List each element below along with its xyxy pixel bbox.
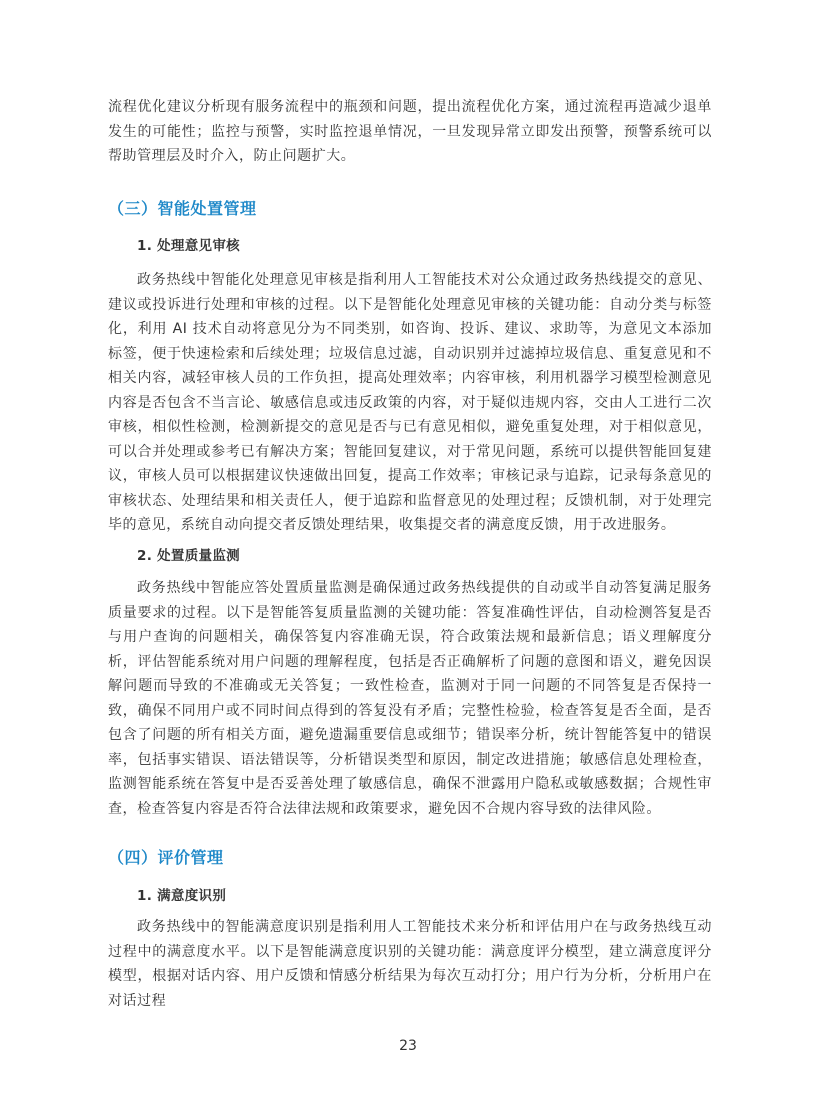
section-4-1-body: 政务热线中的智能满意度识别是指利用人工智能技术来分析和评估用户在与政务热线互动过程中的满意度水平。以下是智能满意度识别的关键功能：满意度评分模型，建立满意度评分模型，根据对话内容、用户反馈和情感分析结果为每次互动打分；用户行为分析，分析用户在对话过程 [108, 919, 712, 1009]
section-4-heading: （四）评价管理 [108, 848, 224, 867]
section-3-2-body: 政务热线中智能应答处置质量监测是确保通过政务热线提供的自动或半自动答复满足服务质量要求的过程。以下是智能答复质量监测的关键功能：答复准确性评估，自动检测答复是否与用户查询的问题相关，确保答复内容准确无误，符合政策法规和最新信息；语义理解度分析，评估智能系统对用户问题的理解程度，包括是否正确解析了问题的意图和语义，避免因误解问题而导致的不准确或无关答复；一致性检查，监测对于同一问题的不同答复是否保持一致，确保不同用户或不同时间点得到的答复没有矛盾；完整性检验，检查答复是否全面，是否包含了问题的所有相关方面，避免遗漏重要信息或细节；错误率分析，统计智能答复中的错误率，包括事实错误、语法错误等，分析错误类型和原因，制定改进措施；敏感信息处理检查，监测智能系统在答复中是否妥善处理了敏感信息，确保不泄露用户隐私或敏感数据；合规性审查，检查答复内容是否符合法律法规和政策要求，避免因不合规内容导致的法律风险。 [108, 580, 712, 817]
page-number: 23 [399, 1038, 417, 1054]
section-4-1-heading: 1. 满意度识别 [137, 888, 227, 904]
section-3-heading: （三）智能处置管理 [108, 199, 257, 218]
section-3-1-body: 政务热线中智能化处理意见审核是指利用人工智能技术对公众通过政务热线提交的意见、建议或投诉进行处理和审核的过程。以下是智能化处理意见审核的关键功能：自动分类与标签化，利用 AI 技术自动将意见分为不同类别，如咨询、投诉、建议、求助等，为意见文本添加标签，便于快速检索和后续处理；垃圾信息过滤，自动识别并过滤掉垃圾信息、重复意见和不相关内容，减轻审核人员的工作负担，提高处理效率；内容审核，利用机器学习模型检测意见内容是否包含不当言论、敏感信息或违反政策的内容，对于疑似违规内容，交由人工进行二次审核，相似性检测，检测新提交的意见是否与已有意见相似，避免重复处理，对于相似意见，可以合并处理或参考已有解决方案；智能回复建议，对于常见问题，系统可以提供智能回复建议，审核人员可以根据建议快速做出回复，提高工作效率；审核记录与追踪，记录每条意见的审核状态、处理结果和相关责任人，便于追踪和监督意见的处理过程；反馈机制，对于处理完毕的意见，系统自动向提交者反馈处理结果，收集提交者的满意度反馈，用于改进服务。 [108, 272, 712, 533]
section-3-1-heading: 1. 处理意见审核 [137, 238, 240, 254]
intro-paragraph: 流程优化建议分析现有服务流程中的瓶颈和问题，提出流程优化方案，通过流程再造减少退单发生的可能性；监控与预警，实时监控退单情况，一旦发现异常立即发出预警，预警系统可以帮助管理层及时介入，防止问题扩大。 [108, 99, 712, 164]
section-3-2-heading: 2. 处置质量监测 [137, 548, 240, 564]
